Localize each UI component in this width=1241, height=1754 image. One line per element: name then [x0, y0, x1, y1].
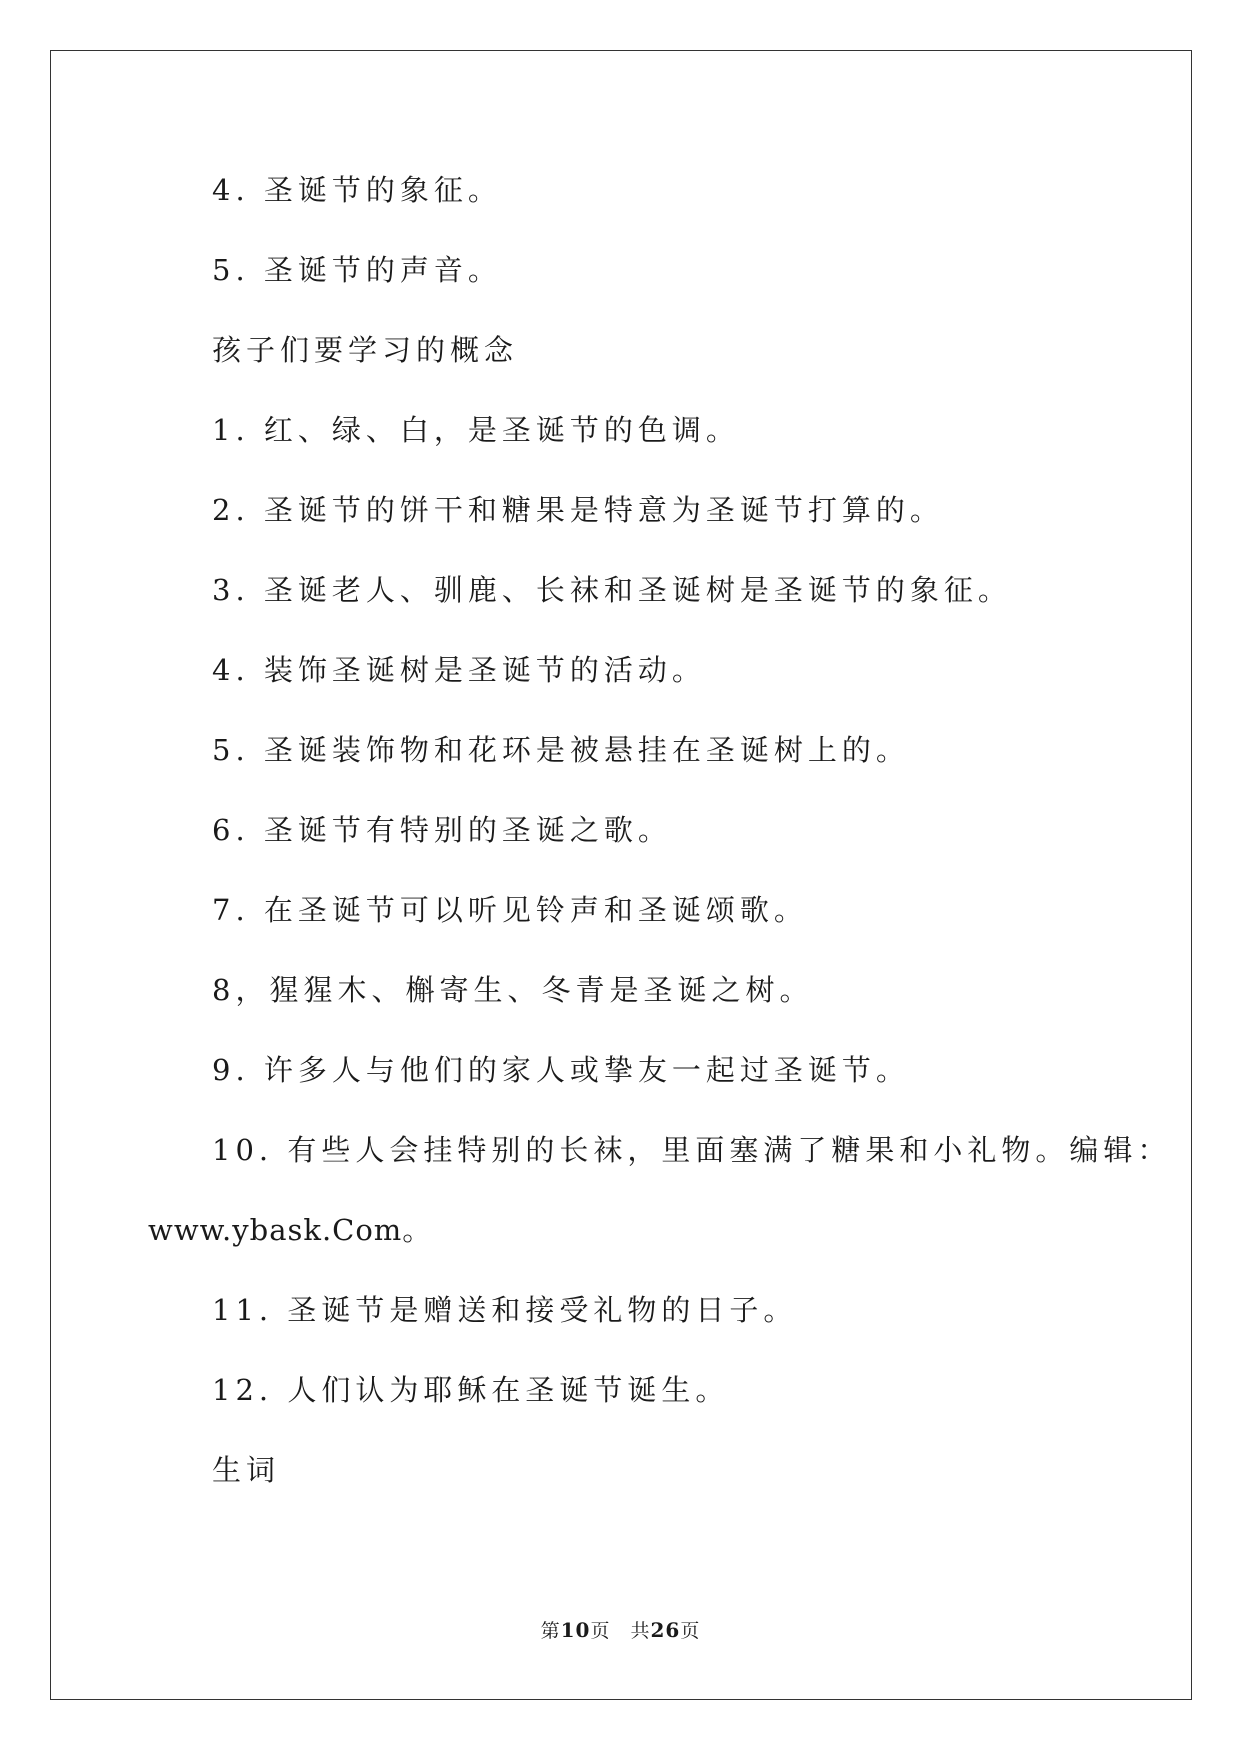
list-item: 11. 圣诞节是赠送和接受礼物的日子。: [212, 1293, 798, 1327]
list-item: 10. 有些人会挂特别的长袜，里面塞满了糖果和小礼物。编辑：: [212, 1133, 1172, 1167]
list-item: 3. 圣诞老人、驯鹿、长袜和圣诞树是圣诞节的象征。: [212, 573, 1012, 607]
footer-middle: 页 共: [590, 1620, 651, 1642]
page-number: 10: [560, 1618, 591, 1642]
list-item: 5. 圣诞节的声音。: [212, 253, 502, 287]
list-item: 4. 装饰圣诞树是圣诞节的活动。: [212, 653, 706, 687]
list-item: 7. 在圣诞节可以听见铃声和圣诞颂歌。: [212, 893, 808, 927]
list-item: 6. 圣诞节有特别的圣诞之歌。: [212, 813, 672, 847]
list-item: 2. 圣诞节的饼干和糖果是特意为圣诞节打算的。: [212, 493, 944, 527]
page-total: 26: [650, 1618, 681, 1642]
list-item: 12. 人们认为耶稣在圣诞节诞生。: [212, 1373, 730, 1407]
list-item: 4. 圣诞节的象征。: [212, 173, 502, 207]
list-item: 9. 许多人与他们的家人或挚友一起过圣诞节。: [212, 1053, 910, 1087]
section-heading: 生词: [212, 1453, 281, 1487]
list-item-continuation: www.ybask.Com。: [148, 1213, 433, 1247]
section-heading: 孩子们要学习的概念: [212, 333, 519, 367]
list-item: 8，猩猩木、槲寄生、冬青是圣诞之树。: [212, 973, 814, 1007]
list-item: 1. 红、绿、白，是圣诞节的色调。: [212, 413, 740, 447]
footer-prefix: 第: [540, 1620, 561, 1642]
page-footer: [0, 1616, 1241, 1643]
list-item: 5. 圣诞装饰物和花环是被悬挂在圣诞树上的。: [212, 733, 910, 767]
footer-suffix: 页: [680, 1620, 701, 1642]
